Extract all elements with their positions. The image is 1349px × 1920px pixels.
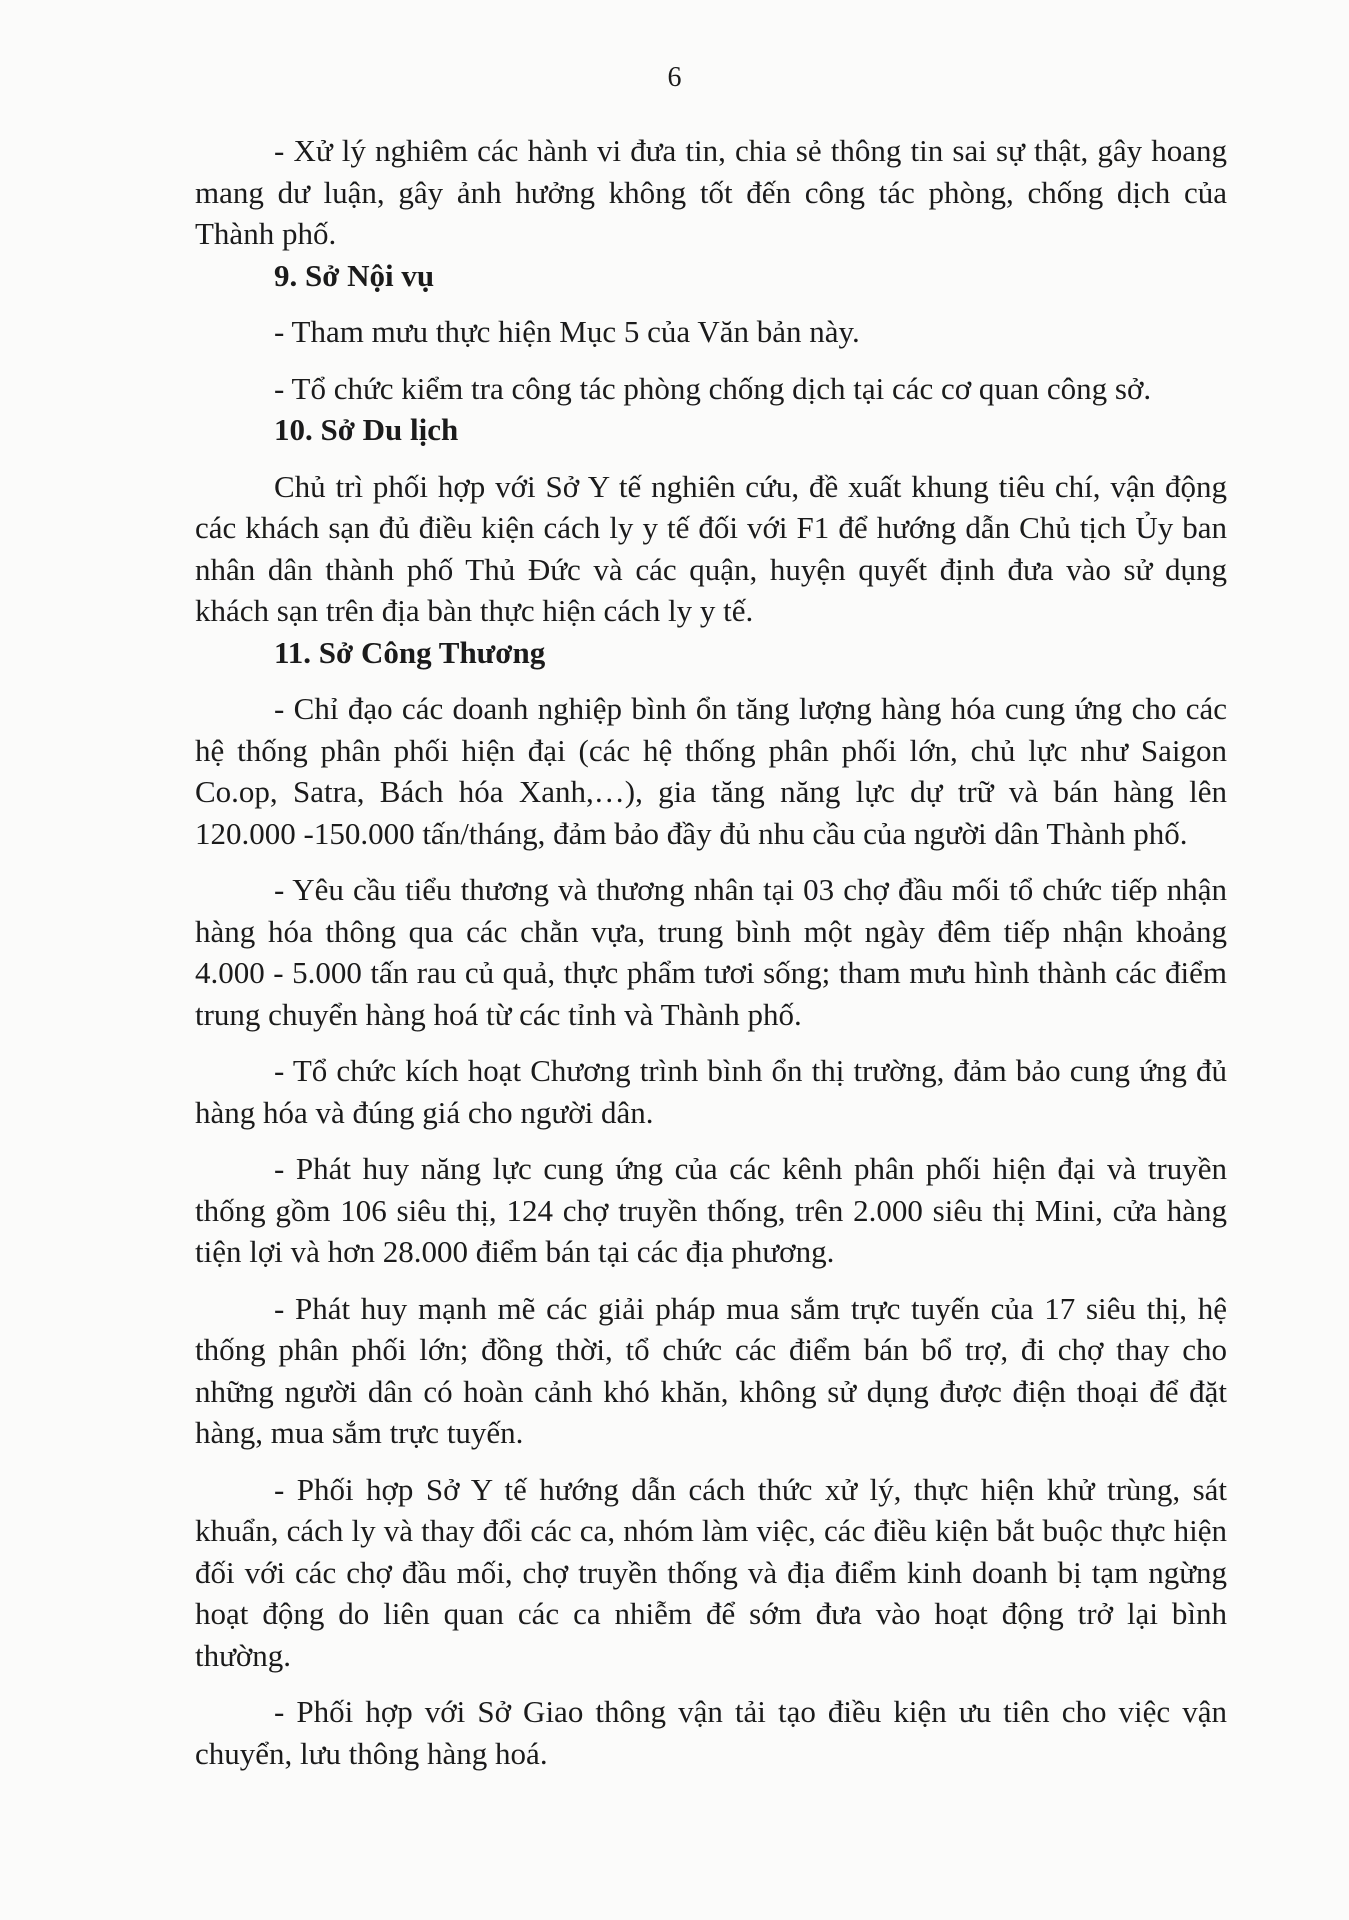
paragraph-cong-thuong-distribution-channels: - Phát huy năng lực cung ứng của các kênh phân phối hiện đại và truyền thống gồm 106 siêu thị, 124 chợ truyền thống, trên 2.000 siêu thị Mini, cửa hàng tiện lợi và hơn 28.000 điểm bán tại các địa phương. bbox=[195, 1151, 1227, 1269]
paragraph-noi-vu-advise: - Tham mưu thực hiện Mục 5 của Văn bản này. bbox=[274, 314, 860, 349]
paragraph-cong-thuong-online-shopping: - Phát huy mạnh mẽ các giải pháp mua sắm trực tuyến của 17 siêu thị, hệ thống phân phối lớn; đồng thời, tổ chức các điểm bán bổ trợ, đi chợ thay cho những người dân có hoàn cảnh khó khăn, không sử dụng được điện thoại để đặt hàng, mua sắm trực tuyến. bbox=[195, 1290, 1227, 1450]
heading-so-cong-thuong: 11. Sở Công Thương bbox=[274, 634, 546, 670]
heading-so-du-lich: 10. Sở Du lịch bbox=[274, 412, 459, 447]
paragraph-cong-thuong-wholesale-markets: - Yêu cầu tiểu thương và thương nhân tại 03 chợ đầu mối tổ chức tiếp nhận hàng hóa thông qua các chằn vựa, trung bình một ngày đêm tiếp nhận khoảng 4.000 - 5.000 tấn rau củ quả, thực phẩm tươi sống; tham mưu hình thành các điểm trung chuyển hàng hoá từ các tỉnh và Thành phố. bbox=[195, 872, 1227, 1032]
heading-so-noi-vu: 9. Sở Nội vụ bbox=[274, 257, 435, 293]
paragraph-cong-thuong-transport: - Phối hợp với Sở Giao thông vận tải tạo điều kiện ưu tiên cho việc vận chuyển, lưu thông hàng hoá. bbox=[195, 1694, 1227, 1771]
paragraph-du-lich-hotels: Chủ trì phối hợp với Sở Y tế nghiên cứu, đề xuất khung tiêu chí, vận động các khách sạn đủ điều kiện cách ly y tế đối với F1 để hướng dẫn Chủ tịch Ủy ban nhân dân thành phố Thủ Đức và các quận, huyện quyết định đưa vào sử dụng khách sạn trên địa bàn thực hiện cách ly y tế. bbox=[195, 468, 1227, 628]
page-number: 6 bbox=[667, 62, 682, 93]
paragraph-cong-thuong-supply: - Chỉ đạo các doanh nghiệp bình ổn tăng lượng hàng hóa cung ứng cho các hệ thống phân phối hiện đại (các hệ thống phân phối lớn, chủ lực như Saigon Co.op, Satra, Bách hóa Xanh,…), gia tăng năng lực dự trữ và bán hàng lên 120.000 -150.000 tấn/tháng, đảm bảo đầy đủ nhu cầu của người dân Thành phố. bbox=[195, 691, 1227, 851]
paragraph-cong-thuong-price-stabilization: - Tổ chức kích hoạt Chương trình bình ổn thị trường, đảm bảo cung ứng đủ hàng hóa và đúng giá cho người dân. bbox=[195, 1053, 1227, 1130]
paragraph-noi-vu-inspection: - Tổ chức kiểm tra công tác phòng chống dịch tại các cơ quan công sở. bbox=[274, 370, 1152, 406]
document-body bbox=[195, 130, 1227, 1774]
paragraph-misinformation-handling: - Xử lý nghiêm các hành vi đưa tin, chia sẻ thông tin sai sự thật, gây hoang mang dư luận, gây ảnh hưởng không tốt đến công tác phòng, chống dịch của Thành phố. bbox=[195, 133, 1227, 251]
paragraph-cong-thuong-disinfection: - Phối hợp Sở Y tế hướng dẫn cách thức xử lý, thực hiện khử trùng, sát khuẩn, cách ly và thay đổi các ca, nhóm làm việc, các điều kiện bắt buộc thực hiện đối với các chợ đầu mối, chợ truyền thống và địa điểm kinh doanh bị tạm ngừng hoạt động do liên quan các ca nhiễm để sớm đưa vào hoạt động trở lại bình thường. bbox=[195, 1471, 1227, 1673]
